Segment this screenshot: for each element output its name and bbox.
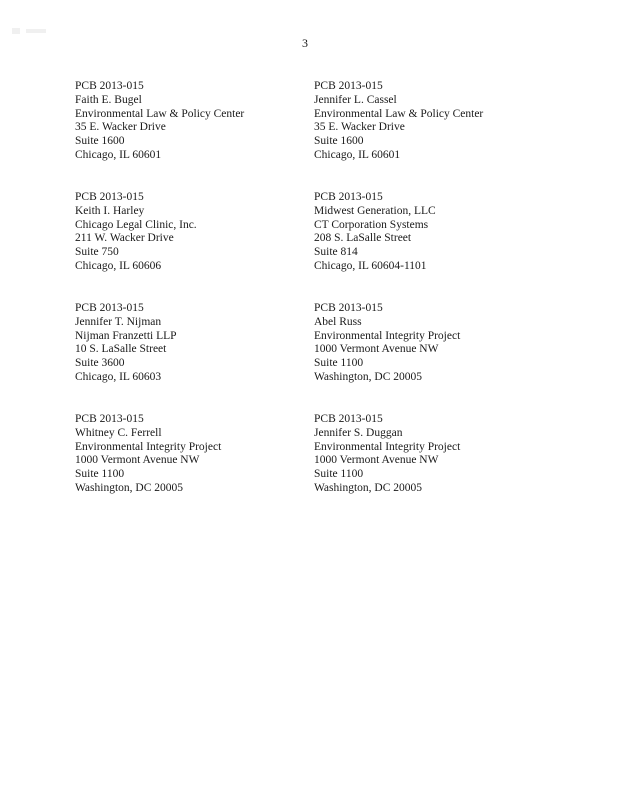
recipient-name: Jennifer T. Nijman [75, 315, 162, 328]
recipient-name: Jennifer S. Duggan [314, 426, 403, 439]
docket-number: PCB 2013-015 [314, 191, 383, 203]
service-entry [314, 302, 515, 413]
service-entry [75, 413, 314, 524]
suite-number: Suite 1600 [314, 135, 364, 148]
organization-name: Environmental Integrity Project [75, 440, 222, 453]
recipient-name: Faith E. Bugel [75, 93, 142, 106]
street-address: 1000 Vermont Avenue NW [314, 454, 439, 467]
city-state-zip: Chicago, IL 60601 [75, 148, 162, 161]
city-state-zip: Chicago, IL 60603 [75, 370, 162, 383]
suite-number: Suite 1100 [75, 468, 125, 481]
street-address: 35 E. Wacker Drive [75, 121, 166, 134]
docket-number: PCB 2013-015 [314, 302, 383, 314]
docket-number: PCB 2013-015 [314, 80, 383, 92]
docket-number: PCB 2013-015 [75, 191, 144, 203]
city-state-zip: Chicago, IL 60601 [314, 148, 401, 161]
service-list [75, 80, 515, 524]
recipient-name: Abel Russ [314, 315, 362, 328]
street-address: 1000 Vermont Avenue NW [75, 454, 200, 467]
city-state-zip: Washington, DC 20005 [314, 370, 423, 383]
city-state-zip: Washington, DC 20005 [75, 481, 184, 494]
service-entry [314, 80, 515, 191]
docket-number: PCB 2013-015 [75, 80, 144, 92]
service-entry [75, 80, 314, 191]
organization-name: Chicago Legal Clinic, Inc. [75, 218, 197, 231]
street-address: 211 W. Wacker Drive [75, 232, 174, 245]
recipient-name: Midwest Generation, LLC [314, 204, 436, 217]
city-state-zip: Chicago, IL 60604-1101 [314, 259, 427, 272]
suite-number: Suite 1100 [314, 468, 364, 481]
service-entry [75, 302, 314, 413]
suite-number: Suite 3600 [75, 357, 125, 370]
suite-number: Suite 1600 [75, 135, 125, 148]
recipient-name: Whitney C. Ferrell [75, 426, 162, 439]
street-address: 10 S. LaSalle Street [75, 343, 167, 356]
suite-number: Suite 750 [75, 246, 119, 259]
organization-name: Environmental Law & Policy Center [314, 107, 484, 120]
city-state-zip: Chicago, IL 60606 [75, 259, 162, 272]
street-address: 1000 Vermont Avenue NW [314, 343, 439, 356]
organization-name: Environmental Integrity Project [314, 329, 461, 342]
recipient-name: Keith I. Harley [75, 204, 145, 217]
service-entry [314, 413, 515, 524]
organization-name: Environmental Integrity Project [314, 440, 461, 453]
docket-number: PCB 2013-015 [75, 302, 144, 314]
city-state-zip: Washington, DC 20005 [314, 481, 423, 494]
organization-name: Nijman Franzetti LLP [75, 329, 177, 342]
recipient-name: Jennifer L. Cassel [314, 93, 397, 106]
organization-name: CT Corporation Systems [314, 218, 429, 231]
organization-name: Environmental Law & Policy Center [75, 107, 245, 120]
page-number: 3 [302, 36, 308, 50]
suite-number: Suite 814 [314, 246, 358, 259]
suite-number: Suite 1100 [314, 357, 364, 370]
docket-number: PCB 2013-015 [314, 413, 383, 425]
service-entry [314, 191, 515, 302]
street-address: 35 E. Wacker Drive [314, 121, 405, 134]
scan-artifact-mark [12, 26, 46, 36]
street-address: 208 S. LaSalle Street [314, 232, 412, 245]
service-entry [75, 191, 314, 302]
docket-number: PCB 2013-015 [75, 413, 144, 425]
